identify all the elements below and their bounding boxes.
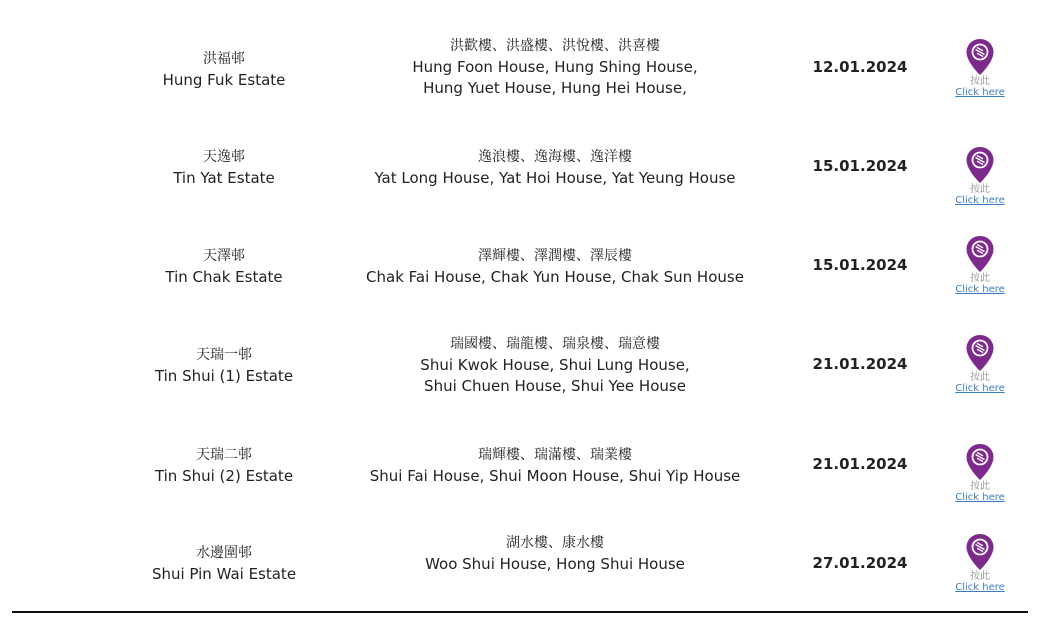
click-here-zh[interactable]: 按此 xyxy=(970,372,990,383)
location-link[interactable] xyxy=(950,533,1010,593)
click-here-zh[interactable]: 按此 xyxy=(970,184,990,195)
click-here-zh[interactable]: 按此 xyxy=(970,481,990,492)
estate-name-zh: 洪福邨 xyxy=(203,51,245,67)
click-here-link[interactable]: Click here xyxy=(955,87,1005,98)
estate-name-en: Tin Shui (2) Estate xyxy=(154,467,294,485)
houses-zh: 澤輝樓、澤潤樓、澤辰樓 xyxy=(478,248,632,264)
location-link[interactable] xyxy=(950,443,1010,503)
table-bottom-rule xyxy=(12,611,1028,613)
estate-name-en: Tin Chak Estate xyxy=(165,268,283,286)
estate-name-en: Tin Shui (1) Estate xyxy=(154,367,294,385)
date-cell: 15.01.2024 xyxy=(812,157,908,175)
estate-name-zh: 天澤邨 xyxy=(203,248,245,264)
houses-en-line: Shui Fai House, Shui Moon House, Shui Yip House xyxy=(369,467,741,485)
houses-en-line: Hung Foon House, Hung Shing House, xyxy=(412,58,698,76)
houses-en-line: Hung Yuet House, Hung Hei House, xyxy=(423,79,687,97)
map-pin-icon xyxy=(965,235,995,273)
click-here-zh[interactable]: 按此 xyxy=(970,76,990,87)
houses-cell xyxy=(350,533,760,575)
estate-name-zh: 天瑞一邨 xyxy=(196,347,252,363)
houses-en-line: Yat Long House, Yat Hoi House, Yat Yeung House xyxy=(374,169,736,187)
estate-cell xyxy=(124,246,324,288)
estate-name-zh: 水邊圍邨 xyxy=(196,545,252,561)
houses-cell xyxy=(350,445,760,487)
date-cell: 21.01.2024 xyxy=(812,355,908,373)
date-cell: 15.01.2024 xyxy=(812,256,908,274)
houses-cell xyxy=(350,334,760,397)
estate-cell xyxy=(124,49,324,91)
houses-cell xyxy=(350,147,760,189)
houses-zh: 瑞國樓、瑞龍樓、瑞泉樓、瑞意樓 xyxy=(450,336,660,352)
map-pin-icon xyxy=(965,146,995,184)
date-cell: 21.01.2024 xyxy=(812,455,908,473)
location-link[interactable] xyxy=(950,146,1010,206)
location-link[interactable] xyxy=(950,235,1010,295)
click-here-link[interactable]: Click here xyxy=(955,195,1005,206)
houses-en-line: Chak Fai House, Chak Yun House, Chak Sun House xyxy=(366,268,744,286)
houses-zh: 湖水樓、康水樓 xyxy=(506,535,604,551)
map-pin-icon xyxy=(965,443,995,481)
houses-zh: 逸浪樓、逸海樓、逸洋樓 xyxy=(478,149,632,165)
click-here-link[interactable]: Click here xyxy=(955,383,1005,394)
houses-zh: 洪歡樓、洪盛樓、洪悅樓、洪喜樓 xyxy=(450,38,660,54)
estate-cell xyxy=(124,543,324,585)
map-pin-icon xyxy=(965,38,995,76)
houses-cell xyxy=(350,36,760,99)
click-here-link[interactable]: Click here xyxy=(955,582,1005,593)
estate-name-en: Hung Fuk Estate xyxy=(162,71,286,89)
estate-name-en: Shui Pin Wai Estate xyxy=(151,565,297,583)
houses-en-line: Shui Chuen House, Shui Yee House xyxy=(424,377,686,395)
estate-name-zh: 天逸邨 xyxy=(203,149,245,165)
map-pin-icon xyxy=(965,334,995,372)
estate-cell xyxy=(124,147,324,189)
click-here-zh[interactable]: 按此 xyxy=(970,273,990,284)
click-here-link[interactable]: Click here xyxy=(955,492,1005,503)
houses-en-line: Shui Kwok House, Shui Lung House, xyxy=(420,356,690,374)
estate-name-en: Tin Yat Estate xyxy=(173,169,275,187)
estate-cell xyxy=(124,345,324,387)
estate-name-zh: 天瑞二邨 xyxy=(196,447,252,463)
location-link[interactable] xyxy=(950,38,1010,98)
estate-cell xyxy=(124,445,324,487)
date-cell: 27.01.2024 xyxy=(812,554,908,572)
houses-zh: 瑞輝樓、瑞滿樓、瑞業樓 xyxy=(478,447,632,463)
houses-en-line: Woo Shui House, Hong Shui House xyxy=(425,555,685,573)
houses-cell xyxy=(350,246,760,288)
click-here-link[interactable]: Click here xyxy=(955,284,1005,295)
date-cell: 12.01.2024 xyxy=(812,58,908,76)
click-here-zh[interactable]: 按此 xyxy=(970,571,990,582)
map-pin-icon xyxy=(965,533,995,571)
location-link[interactable] xyxy=(950,334,1010,394)
